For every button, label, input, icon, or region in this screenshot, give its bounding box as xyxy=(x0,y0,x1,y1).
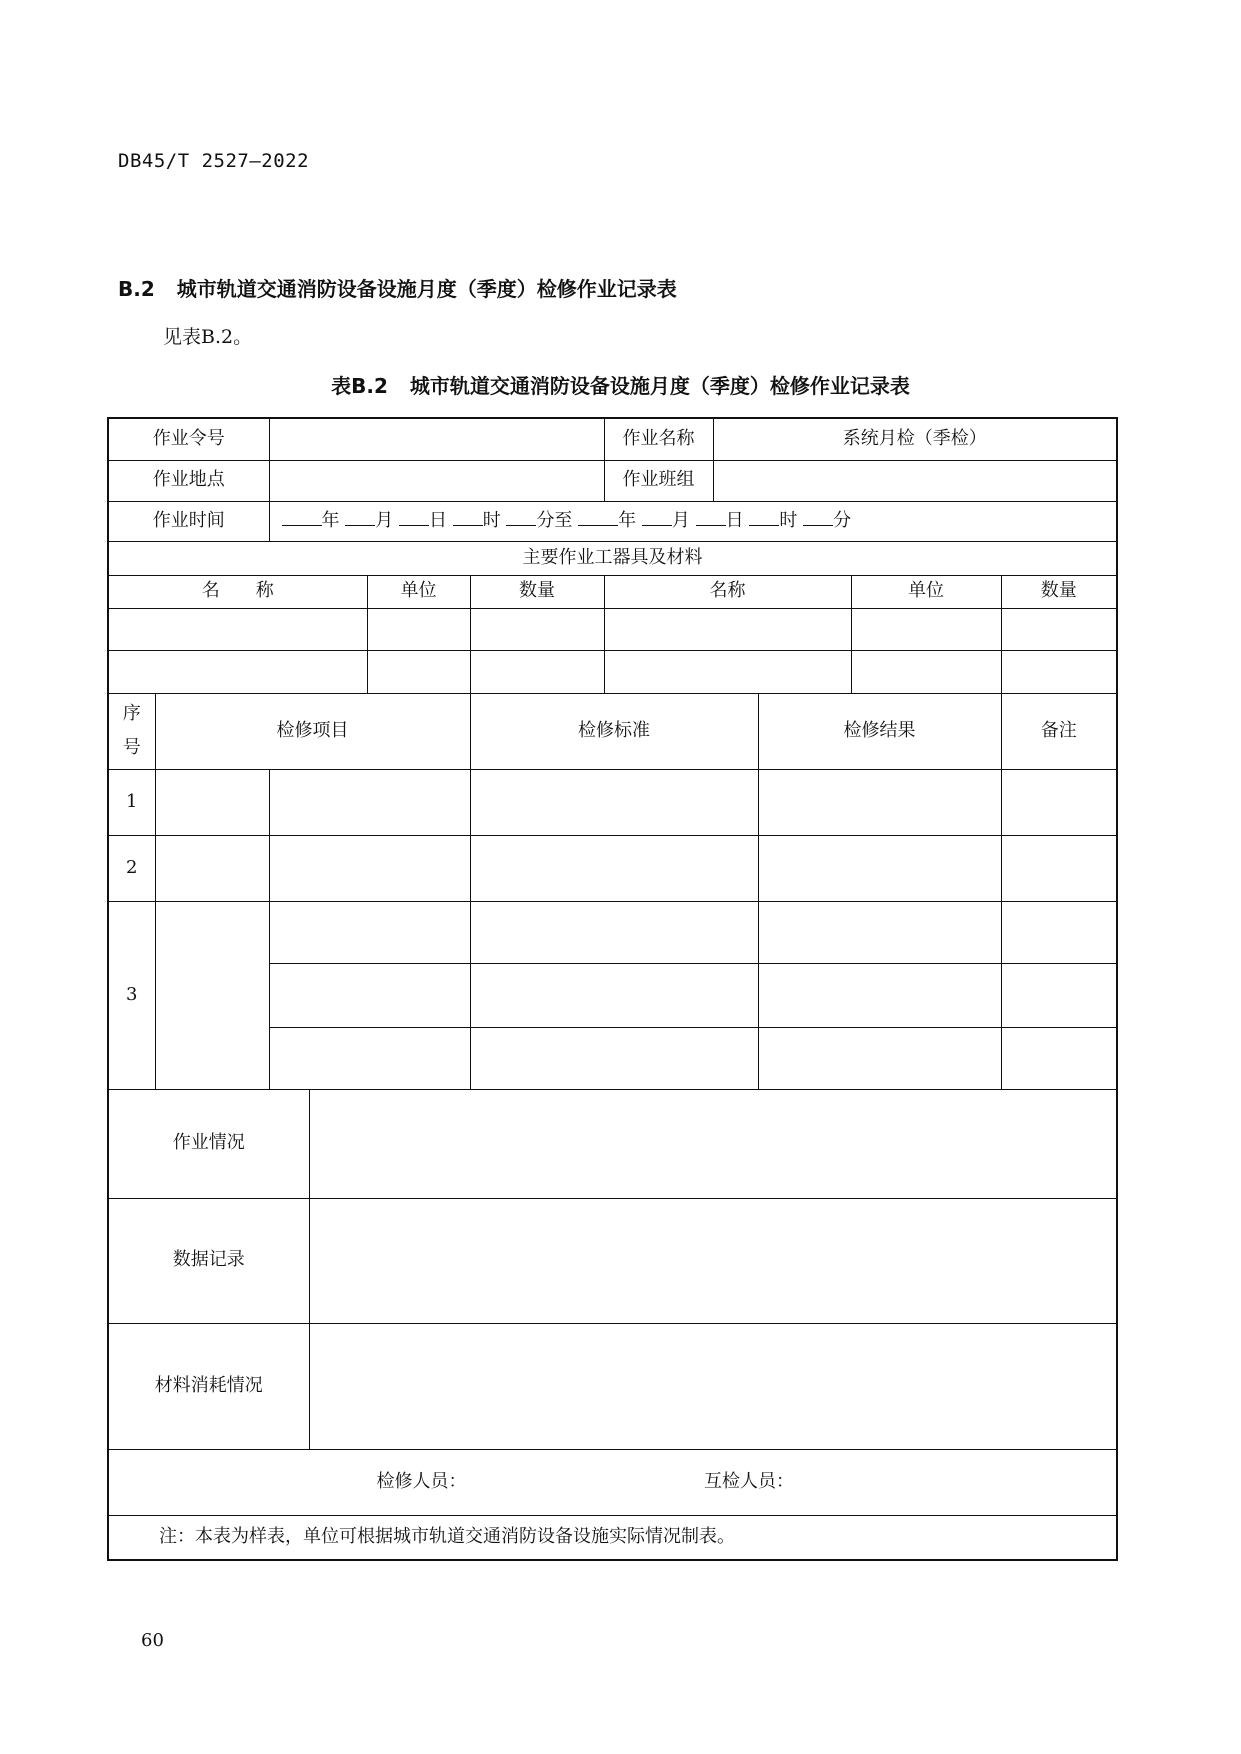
item-detail-cell[interactable] xyxy=(269,835,470,901)
document-code: DB45/T 2527—2022 xyxy=(118,150,310,172)
page-number: 60 xyxy=(141,1630,164,1651)
end-hour-blank[interactable] xyxy=(749,511,779,526)
tools-cell[interactable] xyxy=(851,608,1001,650)
items-col-standard: 检修标准 xyxy=(470,693,758,769)
time-field[interactable] xyxy=(269,501,1117,541)
tools-row xyxy=(108,650,1117,693)
year-blank[interactable] xyxy=(282,511,322,526)
section-number: B.2 xyxy=(118,277,155,301)
work-status-label: 作业情况 xyxy=(108,1089,309,1198)
record-form-table xyxy=(107,417,1118,1561)
items-col-result: 检修结果 xyxy=(758,693,1001,769)
end-minute-blank[interactable] xyxy=(803,511,833,526)
table-number: 表B.2 xyxy=(331,374,388,398)
seq-char-bottom: 号 xyxy=(122,737,141,758)
end-month-blank[interactable] xyxy=(642,511,672,526)
item-standard-cell[interactable] xyxy=(470,1027,758,1089)
tools-cell[interactable] xyxy=(1001,650,1117,693)
item-result-cell[interactable] xyxy=(758,835,1001,901)
item-remark-cell[interactable] xyxy=(1001,835,1117,901)
month-blank[interactable] xyxy=(345,511,375,526)
items-col-remark: 备注 xyxy=(1001,693,1117,769)
day-unit: 日 xyxy=(428,509,447,531)
tools-cell[interactable] xyxy=(470,608,604,650)
row-time xyxy=(108,501,1117,541)
item-row-2 xyxy=(108,835,1117,901)
item-result-cell[interactable] xyxy=(758,1027,1001,1089)
row-work-status xyxy=(108,1089,1117,1198)
tools-col-unit-2: 单位 xyxy=(851,575,1001,608)
items-col-seq xyxy=(108,693,155,769)
job-name-field[interactable]: 系统月检（季检） xyxy=(713,418,1117,460)
table-title: 城市轨道交通消防设备设施月度（季度）检修作业记录表 xyxy=(409,374,910,398)
location-field[interactable] xyxy=(269,460,604,501)
item-standard-cell[interactable] xyxy=(470,835,758,901)
end-day-unit: 日 xyxy=(725,509,744,531)
tools-col-name-2: 名称 xyxy=(604,575,851,608)
item-category-cell[interactable] xyxy=(155,769,269,835)
cross-checker-label: 互检人员： xyxy=(704,1470,794,1492)
minute-blank[interactable] xyxy=(506,511,536,526)
team-label: 作业班组 xyxy=(604,460,713,501)
section-heading xyxy=(118,273,677,302)
tools-cell[interactable] xyxy=(604,608,851,650)
tools-heading: 主要作业工器具及材料 xyxy=(108,541,1117,575)
row-items-header xyxy=(108,693,1117,769)
tools-col-name: 名 称 xyxy=(108,575,367,608)
order-no-field[interactable] xyxy=(269,418,604,460)
month-unit: 月 xyxy=(375,509,394,531)
end-year-blank[interactable] xyxy=(578,511,618,526)
item-remark-cell[interactable] xyxy=(1001,769,1117,835)
item-seq: 1 xyxy=(108,769,155,835)
inspector-label: 检修人员： xyxy=(376,1470,467,1492)
tools-col-qty: 数量 xyxy=(470,575,604,608)
item-seq: 3 xyxy=(108,901,155,1089)
data-record-label: 数据记录 xyxy=(108,1198,309,1323)
row-material xyxy=(108,1323,1117,1449)
hour-blank[interactable] xyxy=(453,511,483,526)
end-minute-unit: 分 xyxy=(833,509,852,531)
row-data-record xyxy=(108,1198,1117,1323)
tools-cell[interactable] xyxy=(470,650,604,693)
signers-cell xyxy=(108,1449,1117,1515)
item-remark-cell[interactable] xyxy=(1001,1027,1117,1089)
item-category-cell[interactable] xyxy=(155,835,269,901)
order-no-label: 作业令号 xyxy=(108,418,269,460)
team-field[interactable] xyxy=(713,460,1117,501)
year-unit: 年 xyxy=(321,509,340,531)
data-record-field[interactable] xyxy=(309,1198,1117,1323)
tools-cell[interactable] xyxy=(108,650,367,693)
tools-cell[interactable] xyxy=(851,650,1001,693)
item-detail-cell[interactable] xyxy=(269,963,470,1027)
item-detail-cell[interactable] xyxy=(269,769,470,835)
row-tools-heading xyxy=(108,541,1117,575)
tools-cell[interactable] xyxy=(108,608,367,650)
row-note xyxy=(108,1515,1117,1560)
end-month-unit: 月 xyxy=(671,509,690,531)
item-result-cell[interactable] xyxy=(758,901,1001,963)
day-blank[interactable] xyxy=(399,511,429,526)
see-table-text: 见表B.2。 xyxy=(163,326,253,348)
item-category-cell[interactable] xyxy=(155,901,269,1089)
work-status-field[interactable] xyxy=(309,1089,1117,1198)
item-seq: 2 xyxy=(108,835,155,901)
tools-col-unit: 单位 xyxy=(367,575,470,608)
item-row-1 xyxy=(108,769,1117,835)
minute-to-unit: 分至 xyxy=(536,509,573,531)
table-caption xyxy=(0,370,1241,399)
end-hour-unit: 时 xyxy=(779,509,798,531)
material-field[interactable] xyxy=(309,1323,1117,1449)
signers xyxy=(109,1471,1116,1494)
material-label: 材料消耗情况 xyxy=(108,1323,309,1449)
item-detail-cell[interactable] xyxy=(269,901,470,963)
row-tools-columns xyxy=(108,575,1117,608)
tools-cell[interactable] xyxy=(604,650,851,693)
job-name-label: 作业名称 xyxy=(604,418,713,460)
section-title: 城市轨道交通消防设备设施月度（季度）检修作业记录表 xyxy=(176,277,677,301)
item-standard-cell[interactable] xyxy=(470,963,758,1027)
item-result-cell[interactable] xyxy=(758,769,1001,835)
row-order xyxy=(108,418,1117,460)
tools-cell[interactable] xyxy=(367,650,470,693)
end-day-blank[interactable] xyxy=(696,511,726,526)
row-location xyxy=(108,460,1117,501)
tools-col-qty-2: 数量 xyxy=(1001,575,1117,608)
item-standard-cell[interactable] xyxy=(470,901,758,963)
tools-cell[interactable] xyxy=(1001,608,1117,650)
item-remark-cell[interactable] xyxy=(1001,963,1117,1027)
note-text: 注：本表为样表，单位可根据城市轨道交通消防设备设施实际情况制表。 xyxy=(108,1515,1117,1560)
hour-unit: 时 xyxy=(482,509,501,531)
item-remark-cell[interactable] xyxy=(1001,901,1117,963)
row-signers xyxy=(108,1449,1117,1515)
time-label: 作业时间 xyxy=(108,501,269,541)
items-col-item: 检修项目 xyxy=(155,693,470,769)
location-label: 作业地点 xyxy=(108,460,269,501)
item-detail-cell[interactable] xyxy=(269,1027,470,1089)
tools-row xyxy=(108,608,1117,650)
item-result-cell[interactable] xyxy=(758,963,1001,1027)
seq-char-top: 序 xyxy=(122,703,141,724)
item-standard-cell[interactable] xyxy=(470,769,758,835)
item-row-3a xyxy=(108,901,1117,963)
tools-cell[interactable] xyxy=(367,608,470,650)
end-year-unit: 年 xyxy=(618,509,637,531)
